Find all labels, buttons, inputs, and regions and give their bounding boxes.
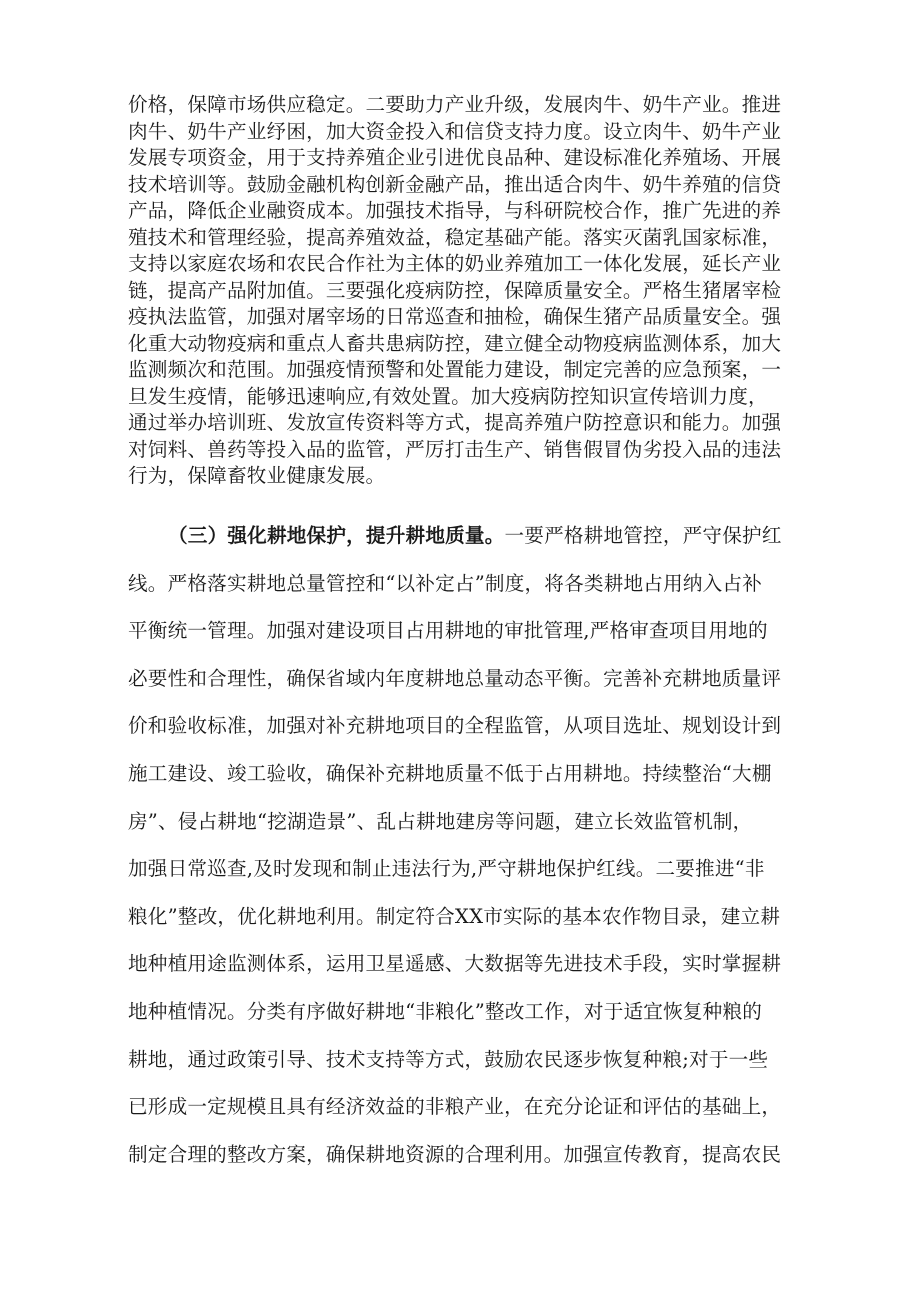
text-line: 对饲料、兽药等投入品的监管，严厉打击生产、销售假冒伪劣投入品的违法	[128, 437, 782, 461]
text-line: 产品，降低企业融资成本。加强技术指导，与科研院校合作，推广先进的养	[128, 199, 782, 222]
text-line: 平衡统一管理。加强对建设项目占用耕地的审批管理,严格审查项目用地的	[128, 619, 768, 643]
text-line: 地种植情况。分类有序做好耕地“非粮化”整改工作，对于适宜恢复种粮的	[128, 999, 763, 1023]
text-line: 殖技术和管理经验，提高养殖效益，稳定基础产能。落实灭菌乳国家标准，	[128, 225, 782, 249]
section-heading: （三）强化耕地保护，提升耕地质量。	[168, 524, 505, 547]
text-line: 化重大动物疫病和重点人畜共患病防控，建立健全动物疫病监测体系，加大	[128, 331, 782, 355]
text-line: 价和验收标准，加强对补充耕地项目的全程监管，从项目选址、规划设计到	[128, 714, 782, 738]
text-line: 价格，保障市场供应稳定。二要助力产业升级，发展肉牛、奶牛产业。推进	[128, 93, 782, 116]
text-line: 加强日常巡查,及时发现和制止违法行为,严守耕地保护红线。二要推进“非	[128, 857, 765, 881]
section-heading-line	[128, 512, 798, 560]
text-line: 房”、侵占耕地“挖湖造景”、乱占耕地建房等问题，建立长效监管机制，	[128, 809, 753, 833]
text-line: 必要性和合理性，确保省域内年度耕地总量动态平衡。完善补充耕地质量评	[128, 666, 782, 690]
text-line: 耕地，通过政策引导、技术支持等方式，鼓励农民逐步恢复种粮;对于一些	[128, 1047, 769, 1071]
text-line: 地种植用途监测体系，运用卫星遥感、大数据等先进技术手段，实时掌握耕	[128, 952, 782, 976]
paragraph-livestock	[128, 92, 798, 490]
text-line: 已形成一定规模且具有经济效益的非粮产业，在充分论证和评估的基础上，	[128, 1095, 782, 1119]
text-line: 线。严格落实耕地总量管控和“以补定占”制度，将各类耕地占用纳入占补	[128, 571, 763, 595]
text-line: 监测频次和范围。加强疫情预警和处置能力建设，制定完善的应急预案，一	[128, 358, 782, 381]
text-line: 粮化”整改，优化耕地利用。制定符合XX市实际的基本农作物目录，建立耕	[128, 904, 781, 928]
text-line: 制定合理的整改方案，确保耕地资源的合理利用。加强宣传教育，提高农民	[128, 1142, 782, 1166]
text-line: 疫执法监管，加强对屠宰场的日常巡查和抽检，确保生猪产品质量安全。强	[128, 305, 782, 328]
text-line: 行为，保障畜牧业健康发展。	[128, 464, 386, 487]
text-line-continuation: 一要严格耕地管控，严守保护红	[504, 524, 782, 547]
text-line: 技术培训等。鼓励金融机构创新金融产品，推出适合肉牛、奶牛养殖的信贷	[128, 172, 782, 196]
text-line: 施工建设、竣工验收，确保补充耕地质量不低于占用耕地。持续整治“大棚	[128, 761, 772, 785]
text-line: 旦发生疫情，能够迅速响应,有效处置。加大疫病防控知识宣传培训力度，	[128, 384, 768, 408]
text-line: 通过举办培训班、发放宣传资料等方式，提高养殖户防控意识和能力。加强	[128, 411, 782, 434]
paragraph-farmland	[128, 512, 798, 1178]
text-line: 链，提高产品附加值。三要强化疫病防控，保障质量安全。严格生猪屠宰检	[128, 278, 782, 302]
text-line: 支持以家庭农场和农民合作社为主体的奶业养殖加工一体化发展，延长产业	[128, 252, 782, 275]
text-line: 发展专项资金，用于支持养殖企业引进优良品种、建设标准化养殖场、开展	[128, 146, 782, 169]
text-line: 肉牛、奶牛产业纾困，加大资金投入和信贷支持力度。设立肉牛、奶牛产业	[128, 119, 782, 143]
